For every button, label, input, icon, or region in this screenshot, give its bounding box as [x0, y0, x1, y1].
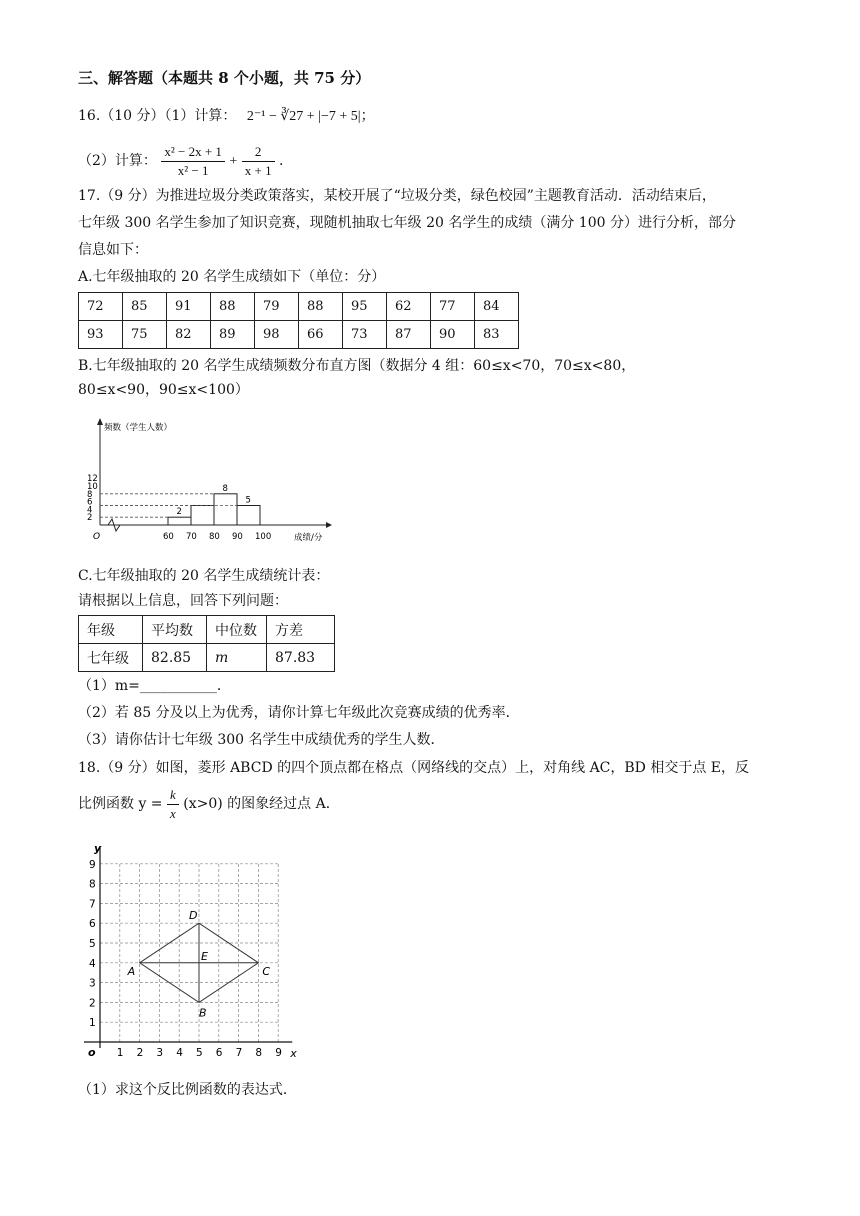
- q16-semicolon: ；: [360, 108, 375, 124]
- y-tick-label: 2: [89, 997, 96, 1010]
- score-cell: 88: [299, 293, 343, 321]
- y-tick-label: 8: [87, 489, 93, 500]
- x-tick-label: 80: [209, 532, 220, 542]
- histogram-chart: [78, 415, 348, 550]
- origin-label: o: [88, 1046, 96, 1059]
- stats-header-median: 中位数: [207, 616, 267, 644]
- origin-label: O: [93, 532, 101, 542]
- point-label-c: C: [262, 964, 271, 978]
- score-cell: 75: [123, 321, 167, 349]
- bar-value-label: 5: [245, 495, 251, 506]
- point-label-a: A: [127, 964, 136, 978]
- x-tick-label: 70: [186, 532, 197, 542]
- q17-line1: 17.（9 分）为推进垃圾分类政策落实，某校开展了“垃圾分类，绿色校园”主题教育活动．活动结束后，: [78, 188, 716, 204]
- x-tick-label: 60: [163, 532, 174, 542]
- q16-expression-1: 2⁻¹ − ∛27 + |−7 + 5|: [246, 109, 361, 124]
- stats-grade-value: 七年级: [79, 644, 143, 672]
- q17-part-c: C.七年级抽取的 20 名学生成绩统计表：: [78, 568, 330, 584]
- q16-line1: [78, 106, 375, 127]
- q18-line2-pre: 比例函数 y =: [78, 796, 163, 812]
- q17-part-a: A.七年级抽取的 20 名学生成绩如下（单位：分）: [78, 269, 386, 285]
- x-axis-label: x: [290, 1047, 297, 1060]
- score-cell: 84: [475, 293, 519, 321]
- y-tick-label: 8: [89, 878, 96, 891]
- y-tick-label: 12: [87, 474, 98, 485]
- q16-plus-sign: +: [229, 154, 238, 169]
- y-tick-label: 6: [89, 918, 96, 931]
- y-tick-label: 7: [89, 898, 96, 911]
- point-label-b: B: [199, 1006, 207, 1020]
- y-tick-label: 9: [89, 858, 96, 871]
- x-tick-label: 100: [255, 532, 272, 542]
- x-tick-label: 6: [215, 1047, 223, 1059]
- q17-part-b-line1: B.七年级抽取的 20 名学生成绩频数分布直方图（数据分 4 组：60≤x<70，70≤x<80，: [78, 358, 636, 374]
- x-tick-label: 5: [196, 1047, 203, 1059]
- stats-variance-value: 87.83: [267, 644, 335, 672]
- q17-line3: 信息如下：: [78, 242, 148, 258]
- q16-fraction-2-numerator: 2: [242, 143, 275, 162]
- score-cell: 85: [123, 293, 167, 321]
- score-cell: 82: [167, 321, 211, 349]
- q16-part2-label: （2）计算：: [78, 153, 157, 169]
- score-cell: 91: [167, 293, 211, 321]
- score-cell: 88: [211, 293, 255, 321]
- x-axis-label: 成绩/分: [294, 533, 323, 543]
- q18-fraction-denominator: x: [170, 805, 176, 821]
- histogram-bar: [237, 506, 260, 526]
- coordinate-grid-figure: [78, 842, 308, 1064]
- y-tick-label: 10: [87, 482, 98, 492]
- x-axis-arrow: [326, 522, 332, 528]
- score-cell: 93: [79, 321, 123, 349]
- y-tick-label: 1: [89, 1017, 96, 1030]
- x-tick-label: 8: [255, 1047, 263, 1059]
- stats-mean-value: 82.85: [143, 644, 207, 672]
- q18-line2-post: (x>0) 的图象经过点 A．: [183, 796, 340, 812]
- score-cell: 72: [79, 293, 123, 321]
- q17-sub2: （2）若 85 分及以上为优秀，请你计算七年级此次竞赛成绩的优秀率．: [78, 705, 520, 721]
- scores-table: [78, 292, 519, 349]
- score-cell: 79: [255, 293, 299, 321]
- q16-fraction-1-denominator: x² − 1: [177, 162, 209, 178]
- q18-fraction-numerator: k: [167, 786, 179, 805]
- point-label-d: D: [189, 909, 198, 923]
- q16-fraction-2: [242, 143, 275, 180]
- y-axis-arrow: [97, 418, 103, 425]
- score-cell: 98: [255, 321, 299, 349]
- stats-header-grade: 年级: [79, 616, 143, 644]
- x-tick-label: 2: [136, 1047, 144, 1059]
- y-tick-label: 6: [87, 497, 93, 508]
- q16-line2: [78, 142, 284, 181]
- x-tick-label: 1: [116, 1047, 124, 1059]
- q16-fraction-1: [161, 143, 225, 180]
- x-tick-label: 4: [176, 1047, 183, 1059]
- y-tick-label: 3: [89, 977, 96, 990]
- y-tick-label: 4: [89, 957, 96, 970]
- score-cell: 95: [343, 293, 387, 321]
- histogram-bar: [191, 506, 214, 526]
- score-cell: 62: [387, 293, 431, 321]
- stats-header-variance: 方差: [267, 616, 335, 644]
- y-tick-label: 5: [89, 938, 96, 950]
- q18-fraction-k-over-x: [167, 786, 179, 823]
- q16-fraction-1-numerator: x² − 2x + 1: [161, 143, 225, 162]
- stats-header-row: [79, 616, 335, 644]
- stats-header-mean: 平均数: [143, 616, 207, 644]
- q18-line2: [78, 784, 340, 824]
- section-title: 三、解答题（本题共 8 个小题，共 75 分）: [78, 69, 371, 87]
- histogram-bar: [214, 494, 237, 525]
- point-label-e: E: [201, 949, 208, 963]
- q18-line1: 18.（9 分）如图，菱形 ABCD 的四个顶点都在格点（网络线的交点）上，对角线 AC，BD 相交于点 E，反: [78, 760, 750, 776]
- q17-sub1: （1）m=___________．: [78, 678, 231, 694]
- stats-median-value: m: [207, 644, 267, 672]
- scores-row-1: [79, 293, 519, 321]
- x-tick-label: 90: [232, 532, 243, 542]
- x-tick-label: 7: [235, 1047, 243, 1059]
- scores-row-2: [79, 321, 519, 349]
- score-cell: 89: [211, 321, 255, 349]
- q17-part-b-line2: 80≤x<90，90≤x<100）: [78, 382, 249, 398]
- score-cell: 73: [343, 321, 387, 349]
- score-cell: 83: [475, 321, 519, 349]
- q17-sub3: （3）请你估计七年级 300 名学生中成绩优秀的学生人数．: [78, 732, 445, 748]
- bar-value-label: 8: [222, 483, 228, 494]
- q16-fraction-2-denominator: x + 1: [244, 162, 272, 178]
- score-cell: 87: [387, 321, 431, 349]
- y-tick-label: 2: [87, 513, 93, 524]
- stats-table: [78, 615, 335, 672]
- x-tick-label: 3: [156, 1047, 164, 1059]
- score-cell: 77: [431, 293, 475, 321]
- y-axis-label: 频数（学生人数）: [104, 423, 173, 433]
- y-axis-label: y: [94, 842, 102, 855]
- q17-prompt: 请根据以上信息，回答下列问题：: [78, 593, 288, 609]
- bar-value-label: 2: [176, 507, 182, 518]
- q16-end: .: [279, 153, 284, 169]
- stats-data-row: [79, 644, 335, 672]
- y-tick-label: 4: [87, 505, 93, 516]
- x-tick-label: 9: [275, 1047, 282, 1059]
- score-cell: 66: [299, 321, 343, 349]
- q16-label: 16.（10 分）（1）计算：: [78, 108, 237, 124]
- score-cell: 90: [431, 321, 475, 349]
- histogram-bar: [168, 517, 191, 525]
- q17-line2: 七年级 300 名学生参加了知识竞赛，现随机抽取七年级 20 名学生的成绩（满分 100 分）进行分析，部分: [78, 215, 736, 231]
- q18-sub1: （1）求这个反比例函数的表达式．: [78, 1082, 297, 1098]
